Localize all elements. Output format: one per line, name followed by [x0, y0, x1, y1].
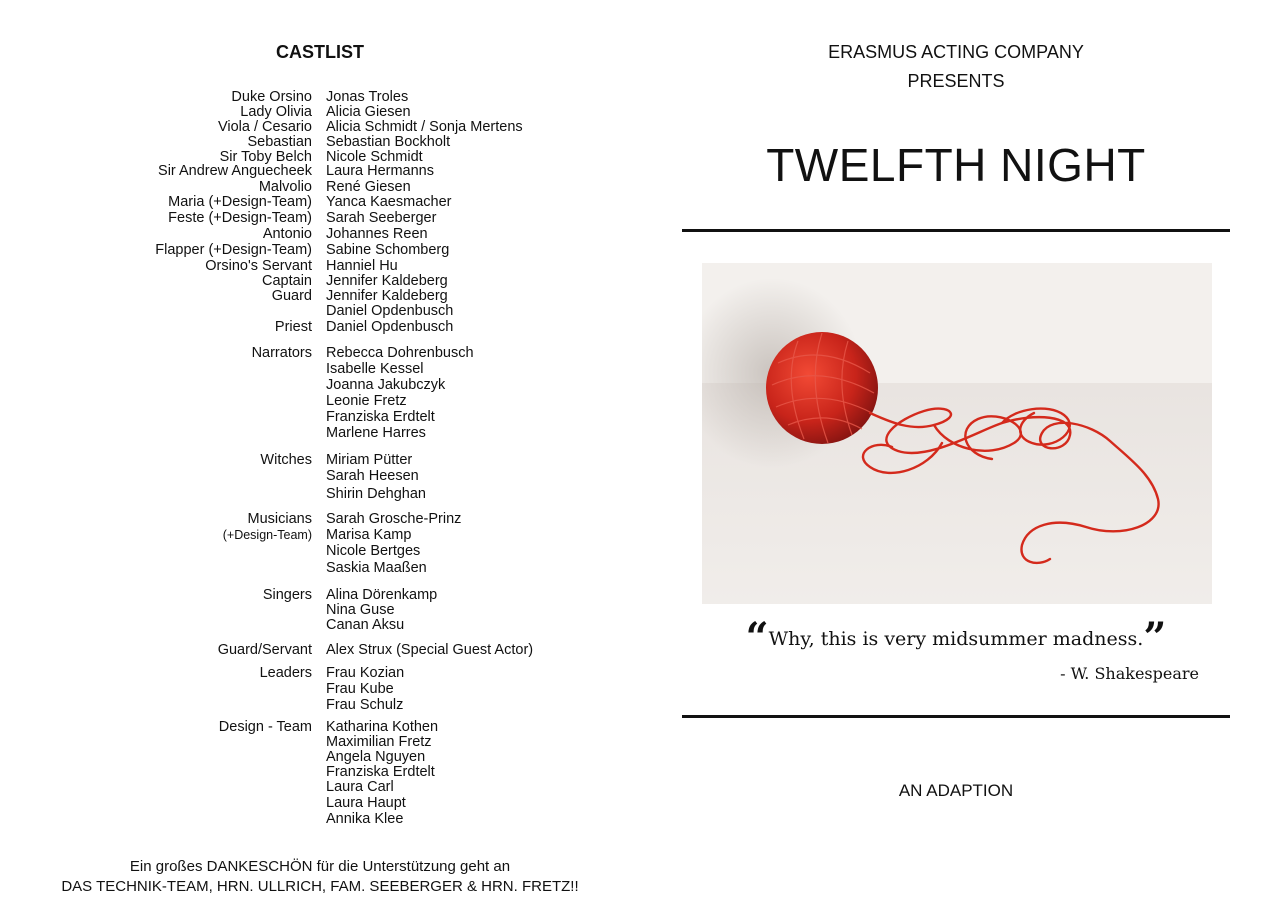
cast-role: Priest	[274, 319, 312, 335]
cast-actor: Leonie Fretz	[326, 393, 407, 409]
cast-actor: Alicia Giesen	[326, 104, 411, 120]
cast-actor: Sarah Grosche-Prinz	[326, 511, 462, 527]
cast-actor: Hanniel Hu	[326, 258, 398, 274]
bottom-divider	[682, 715, 1230, 718]
cast-actor: Sarah Heesen	[326, 468, 419, 484]
cast-actor: Franziska Erdtelt	[326, 764, 435, 780]
cast-actor: Frau Kube	[326, 681, 394, 697]
cast-role: Duke Orsino	[231, 89, 312, 105]
cast-row	[0, 424, 640, 442]
cast-actor: Katharina Kothen	[326, 719, 439, 735]
yarn-ball-illustration	[702, 263, 1212, 604]
thanks-line-1: Ein großes DANKESCHÖN für die Unterstützung geht an	[129, 858, 511, 875]
cast-row	[0, 559, 640, 577]
cast-actor: Joanna Jakubczyk	[326, 377, 446, 393]
presents-label: PRESENTS	[907, 71, 1005, 91]
thanks-line-2: DAS TECHNIK-TEAM, HRN. ULLRICH, FAM. SEEBERGER & HRN. FRETZ!!	[61, 878, 579, 895]
cast-role: Narrators	[251, 345, 312, 361]
cast-actor: Daniel Opdenbusch	[326, 319, 454, 335]
quote-author: - W. Shakespeare	[1060, 664, 1199, 683]
cast-role: Antonio	[262, 226, 312, 242]
cast-actor: Franziska Erdtelt	[326, 409, 435, 425]
cast-actor: Laura Haupt	[326, 795, 406, 811]
top-divider	[682, 229, 1230, 232]
cast-role: Sebastian	[247, 134, 312, 150]
cast-actor: Shirin Dehghan	[326, 486, 426, 502]
company-name: ERASMUS ACTING COMPANY	[828, 42, 1084, 62]
cast-actor: Alicia Schmidt / Sonja Mertens	[326, 119, 523, 135]
cast-actor: Jennifer Kaldeberg	[326, 273, 448, 289]
cast-role: (+Design-Team)	[222, 528, 312, 542]
cast-actor: Daniel Opdenbusch	[326, 303, 454, 319]
yarn-photo	[702, 263, 1212, 604]
cast-actor: Miriam Pütter	[326, 452, 413, 468]
open-quote-mark: “	[745, 614, 769, 661]
play-title: TWELFTH NIGHT	[766, 139, 1146, 191]
cast-row	[0, 696, 640, 714]
cast-actor: Isabelle Kessel	[326, 361, 424, 377]
cast-role: Guard	[271, 288, 312, 304]
cast-actor: Nicole Schmidt	[326, 149, 423, 165]
cast-actor: Angela Nguyen	[326, 749, 426, 765]
cast-row	[0, 485, 640, 503]
cast-role: Maria (+Design-Team)	[168, 194, 312, 210]
cast-role: Flapper (+Design-Team)	[155, 242, 312, 258]
cast-row	[0, 810, 640, 828]
cast-row	[0, 542, 640, 560]
cast-role: Witches	[260, 452, 312, 468]
cast-actor: Yanca Kaesmacher	[326, 194, 452, 210]
cast-actor: Sebastian Bockholt	[326, 134, 451, 150]
castlist-title: CASTLIST	[276, 42, 364, 62]
cast-role: Lady Olivia	[240, 104, 312, 120]
cast-row	[0, 616, 640, 634]
cast-actor: Nina Guse	[326, 602, 395, 618]
cast-actor: Saskia Maaßen	[326, 560, 427, 576]
cast-role: Sir Andrew Anguecheek	[158, 163, 312, 179]
cast-actor: Laura Carl	[326, 779, 394, 795]
cast-actor: Frau Kozian	[326, 665, 405, 681]
cast-actor: Sarah Seeberger	[326, 210, 437, 226]
cast-actor: Laura Hermanns	[326, 163, 434, 179]
cast-actor: Rebecca Dohrenbusch	[326, 345, 474, 361]
cast-role: Singers	[262, 587, 312, 603]
cast-actor: Maximilian Fretz	[326, 734, 432, 750]
cast-actor: Jonas Troles	[326, 89, 409, 105]
cast-role: Sir Toby Belch	[219, 149, 312, 165]
cast-row	[0, 467, 640, 485]
cast-actor: René Giesen	[326, 179, 411, 195]
cast-actor: Sabine Schomberg	[326, 242, 450, 258]
cast-role: Feste (+Design-Team)	[168, 210, 312, 226]
cast-actor: Canan Aksu	[326, 617, 405, 633]
cast-role: Malvolio	[258, 179, 312, 195]
cast-actor: Marlene Harres	[326, 425, 426, 441]
cast-actor: Nicole Bertges	[326, 543, 421, 559]
adaption-label: AN ADAPTION	[898, 781, 1014, 800]
cast-actor: Jennifer Kaldeberg	[326, 288, 448, 304]
cast-row	[0, 318, 640, 336]
cast-actor: Johannes Reen	[326, 226, 428, 242]
cast-role: Leaders	[259, 665, 312, 681]
close-quote-mark: ”	[1143, 614, 1167, 661]
cast-role: Viola / Cesario	[217, 119, 312, 135]
cast-actor: Alina Dörenkamp	[326, 587, 438, 603]
cast-role: Musicians	[247, 511, 312, 527]
cast-role: Design - Team	[218, 719, 312, 735]
cast-role: Orsino's Servant	[205, 258, 312, 274]
cast-role: Guard/Servant	[217, 642, 312, 658]
cast-actor: Frau Schulz	[326, 697, 404, 713]
cast-row	[0, 641, 640, 659]
cast-actor: Alex Strux (Special Guest Actor)	[326, 642, 534, 658]
shakespeare-quote	[682, 614, 1230, 661]
quote-text: Why, this is very midsummer madness.	[768, 628, 1144, 650]
cast-actor: Marisa Kamp	[326, 527, 412, 543]
cast-role: Captain	[262, 273, 312, 289]
cast-actor: Annika Klee	[326, 811, 404, 827]
